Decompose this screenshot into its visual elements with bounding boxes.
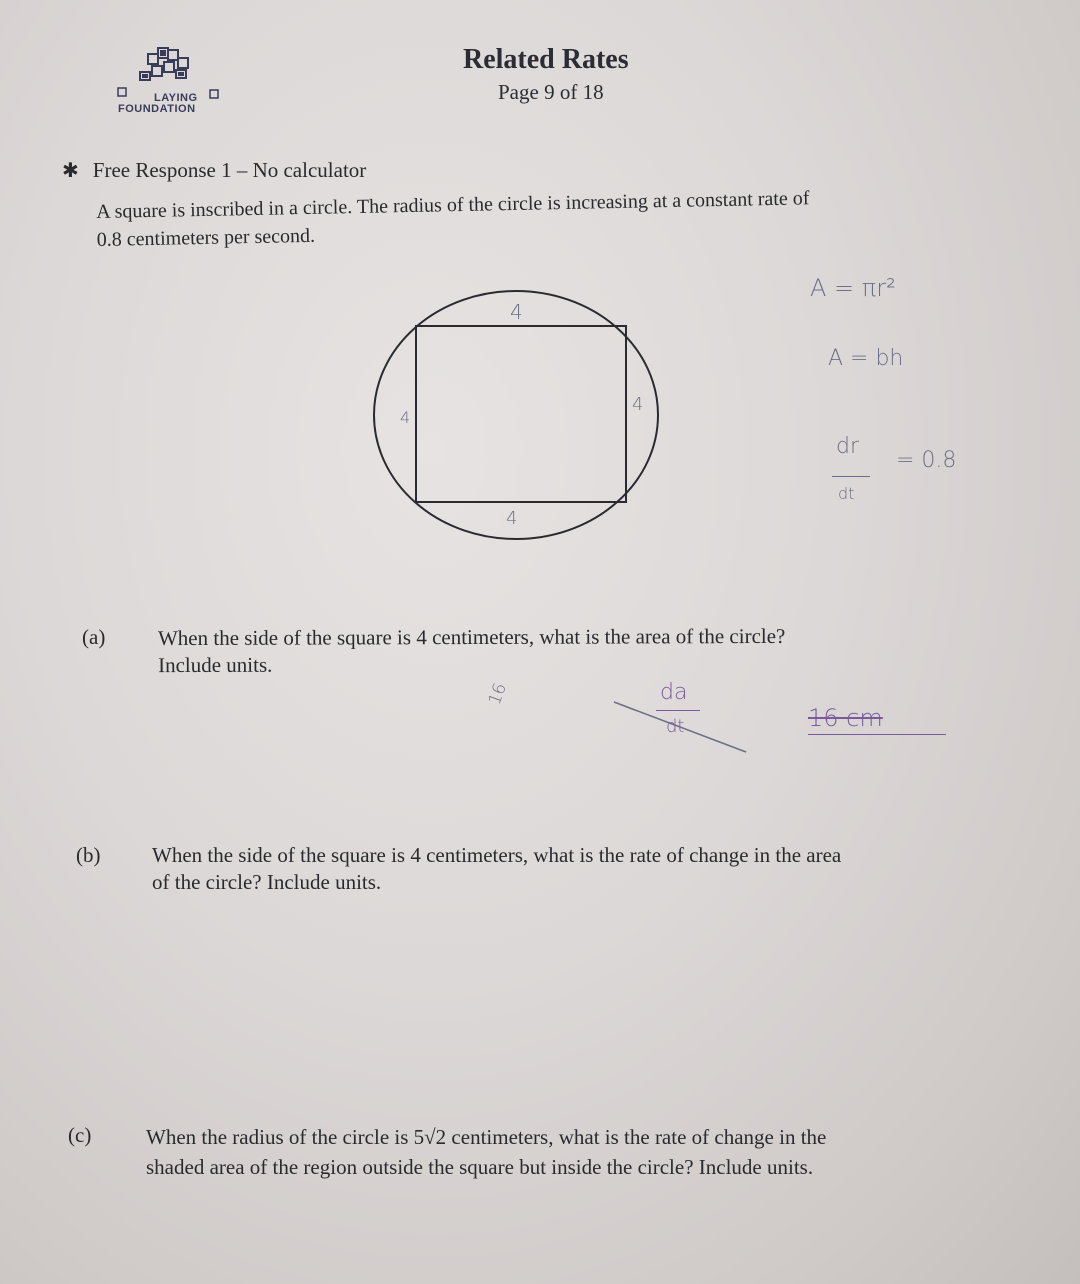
circle-square-figure — [370, 290, 670, 550]
side-label-right: 4 — [632, 394, 644, 415]
page-number: Page 9 of 18 — [498, 80, 604, 104]
problem-statement-line-2: 0.8 centimeters per second. — [96, 224, 316, 251]
page-title: Related Rates — [463, 44, 629, 75]
fraction-bar — [832, 476, 870, 477]
cross-out-stroke — [610, 696, 750, 756]
question-c-line-2: shaded area of the region outside the square but inside the circle? Include units. — [146, 1155, 814, 1179]
question-b-line-2: of the circle? Include units. — [152, 870, 382, 894]
note-da: da — [660, 680, 688, 705]
note-dt: dt — [838, 484, 855, 503]
inscribed-square-diagram — [370, 290, 670, 555]
question-c-line-1: When the radius of the circle is 5√2 centimeters, what is the rate of change in the — [146, 1125, 827, 1149]
laying-the-foundation-logo — [112, 40, 232, 120]
free-response-label: Free Response 1 – No calculator — [92, 158, 367, 182]
question-b-line-1: When the side of the square is 4 centimeters, what is the rate of change in the area — [152, 843, 842, 867]
question-a-label: (a) — [82, 625, 106, 649]
question-a-text — [158, 623, 786, 679]
note-area-rect: A = bh — [828, 346, 904, 371]
side-label-left: 4 — [400, 408, 411, 427]
note-rate: = 0.8 — [896, 448, 957, 473]
side-label-bottom: 4 — [506, 508, 518, 529]
question-b — [76, 842, 1016, 902]
question-a — [82, 624, 982, 684]
question-a-line-1: When the side of the square is 4 centimeters, what is the area of the circle? — [157, 623, 786, 651]
question-c-text — [146, 1122, 826, 1182]
logo-text-top: LAYING — [154, 92, 198, 104]
star-icon: ✱ — [62, 158, 79, 182]
scribble-16: 16 — [484, 680, 511, 708]
free-response-heading — [62, 158, 366, 183]
question-c — [68, 1122, 1028, 1186]
problem-statement-line-1: A square is inscribed in a circle. The radius of the circle is increasing at a constant rate of — [96, 187, 810, 223]
building-blocks-icon — [112, 40, 232, 100]
question-b-label: (b) — [76, 843, 101, 867]
answer-a-underline — [808, 734, 946, 735]
answer-a: 16 cm — [808, 704, 883, 732]
logo-text-bottom: FOUNDATION — [118, 103, 196, 115]
question-b-text — [152, 842, 841, 896]
note-dt-crossed: dt — [666, 716, 685, 737]
question-c-label: (c) — [68, 1123, 92, 1147]
note-area-circle: A = πr² — [810, 274, 896, 302]
note-dr: dr — [836, 434, 860, 459]
question-a-line-2: Include units. — [158, 652, 273, 678]
problem-statement — [96, 181, 967, 254]
side-label-top: 4 — [510, 300, 523, 324]
